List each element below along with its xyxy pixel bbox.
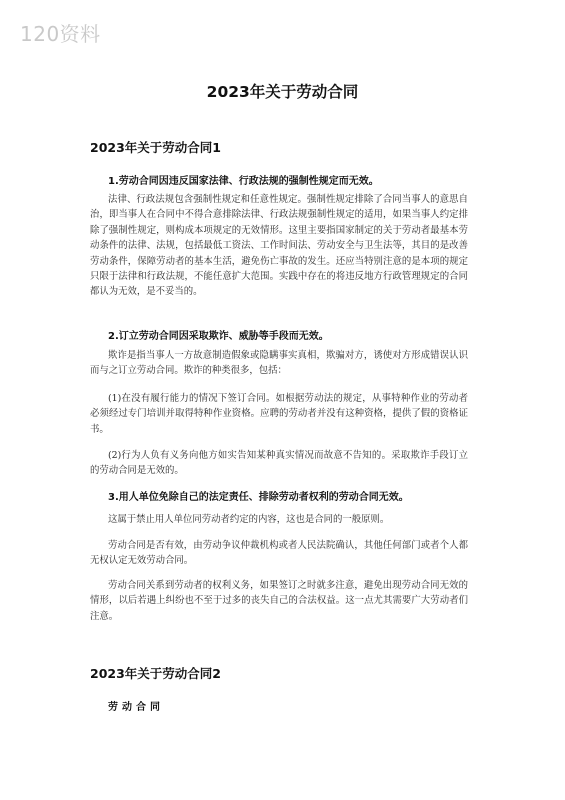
contract-title: 劳动合同 [108,702,164,713]
watermark-logo: 120资料 [20,22,101,46]
advice-paragraph: 劳动合同关系到劳动者的权利义务，如果签订之时就多注意，避免出现劳动合同无效的情形，以后若遇上纠纷也不至于过多的丧失自己的合法权益。这一点尤其需要广大劳动者们注意。 [90,580,468,622]
clause-3-paragraph: 这属于禁止用人单位同劳动者约定的内容，这也是合同的一般原则。 [108,514,390,525]
clause-3-heading: 3.用人单位免除自己的法定责任、排除劳动者权利的劳动合同无效。 [108,492,409,503]
fraud-type-1-paragraph: (1)在没有履行能力的情况下签订合同。如根据劳动法的规定，从事特种作业的劳动者必须经过专门培训并取得特种作业资格。应聘的劳动者并没有这种资格，提供了假的资格证书。 [90,393,468,435]
clause-2-paragraph: 欺诈是指当事人一方故意制造假象或隐瞒事实真相，欺骗对方，诱使对方形成错误认识而与之订立劳动合同。欺诈的种类很多，包括： [90,350,468,377]
section-2-heading: 2023年关于劳动合同2 [90,666,221,681]
fraud-type-2-paragraph: (2)行为人负有义务向他方如实告知某种真实情况而故意不告知的。采取欺诈手段订立的劳动合同是无效的。 [90,450,468,477]
clause-2-heading: 2.订立劳动合同因采取欺诈、威胁等手段而无效。 [108,331,329,342]
clause-1-paragraph: 法律、行政法规包含强制性规定和任意性规定。强制性规定排除了合同当事人的意思自治，即当事人在合同中不得合意排除法律、行政法规强制性规定的适用，如果当事人约定排除了强制性规定，则构成本项规定的无效情形。这里主要指国家制定的关于劳动者最基本劳动条件的法律、法规，包括最低工资法、工作时间法、劳动安全与卫生法等，其目的是改善劳动条件，保障劳动者的基本生活，避免伤亡事故的发生。还应当特别注意的是本项的规定只限于法律和行政法规，不能任意扩大范围。实践中存在的将违反地方行政管理规定的合同都认为无效，是不妥当的。 [90,194,468,298]
section-1-heading: 2023年关于劳动合同1 [90,140,221,155]
validity-paragraph: 劳动合同是否有效，由劳动争议仲裁机构或者人民法院确认，其他任何部门或者个人都无权认定无效劳动合同。 [90,540,468,567]
clause-1-heading: 1.劳动合同因违反国家法律、行政法规的强制性规定而无效。 [108,176,379,187]
page-title: 2023年关于劳动合同 [206,83,359,101]
